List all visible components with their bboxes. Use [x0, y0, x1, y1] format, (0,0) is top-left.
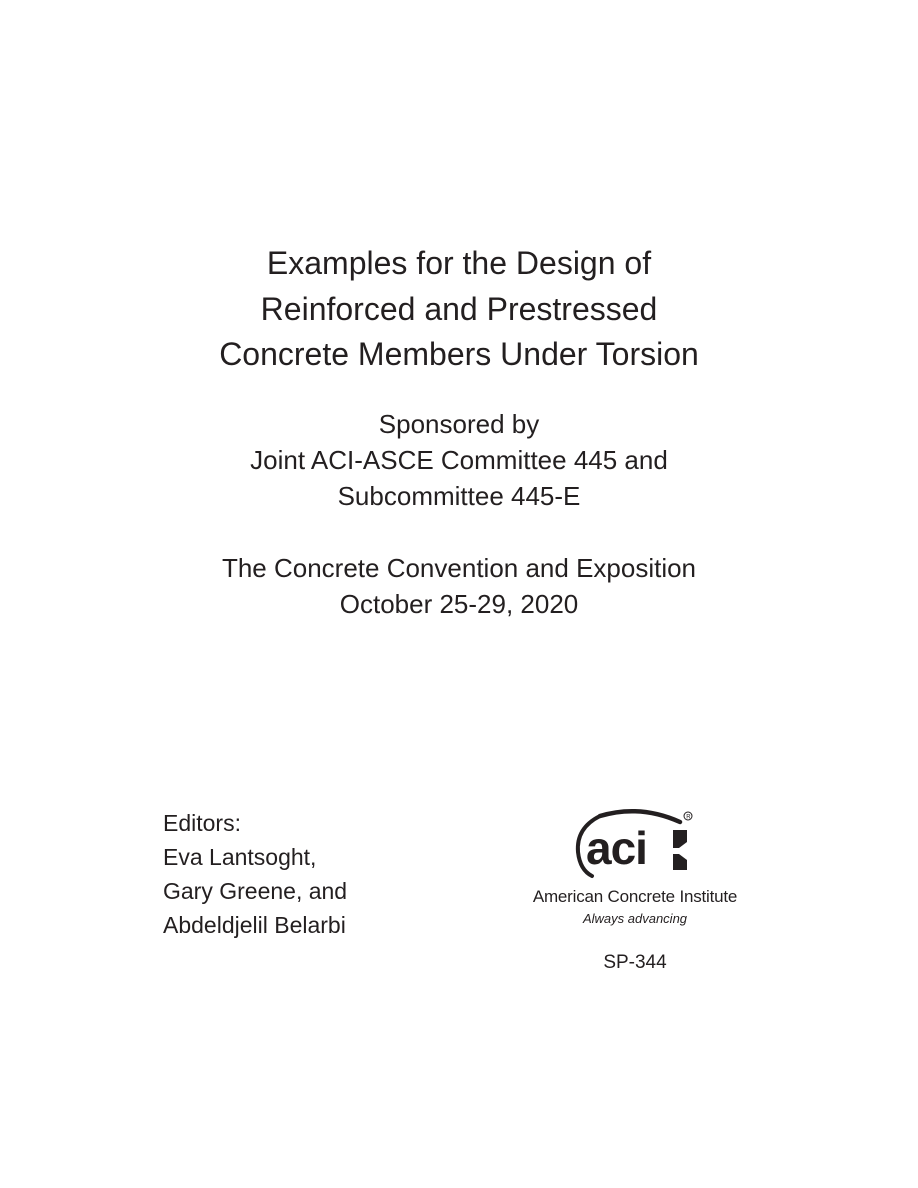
editor-name: Gary Greene, and	[163, 878, 348, 904]
document-title	[0, 241, 918, 378]
registered-mark: R	[686, 814, 691, 821]
sponsor-statement	[0, 406, 918, 514]
sponsor-line-3: Subcommittee 445-E	[337, 481, 581, 511]
editor-name: Eva Lantsoght,	[163, 844, 317, 870]
editor-name: Abdeldjelil Belarbi	[163, 912, 346, 938]
event-dates: October 25-29, 2020	[339, 589, 579, 619]
title-line-2: Reinforced and Prestressed	[260, 290, 658, 327]
organization-tagline: Always advancing	[582, 911, 688, 926]
aci-logo	[510, 804, 760, 928]
title-line-1: Examples for the Design of	[266, 245, 652, 281]
sponsor-line-2: Joint ACI-ASCE Committee 445 and	[250, 445, 668, 475]
publication-number: SP-344	[603, 952, 667, 973]
editors-heading: Editors:	[163, 810, 241, 836]
organization-name: American Concrete Institute	[532, 887, 738, 906]
aci-logo-icon	[570, 804, 700, 884]
title-line-3: Concrete Members Under Torsion	[219, 336, 699, 372]
event-info	[0, 550, 918, 622]
event-name: The Concrete Convention and Exposition	[221, 553, 697, 583]
sponsor-line-1: Sponsored by	[378, 409, 540, 439]
editors-list	[163, 806, 347, 942]
logo-mark-text: aci	[586, 822, 647, 874]
